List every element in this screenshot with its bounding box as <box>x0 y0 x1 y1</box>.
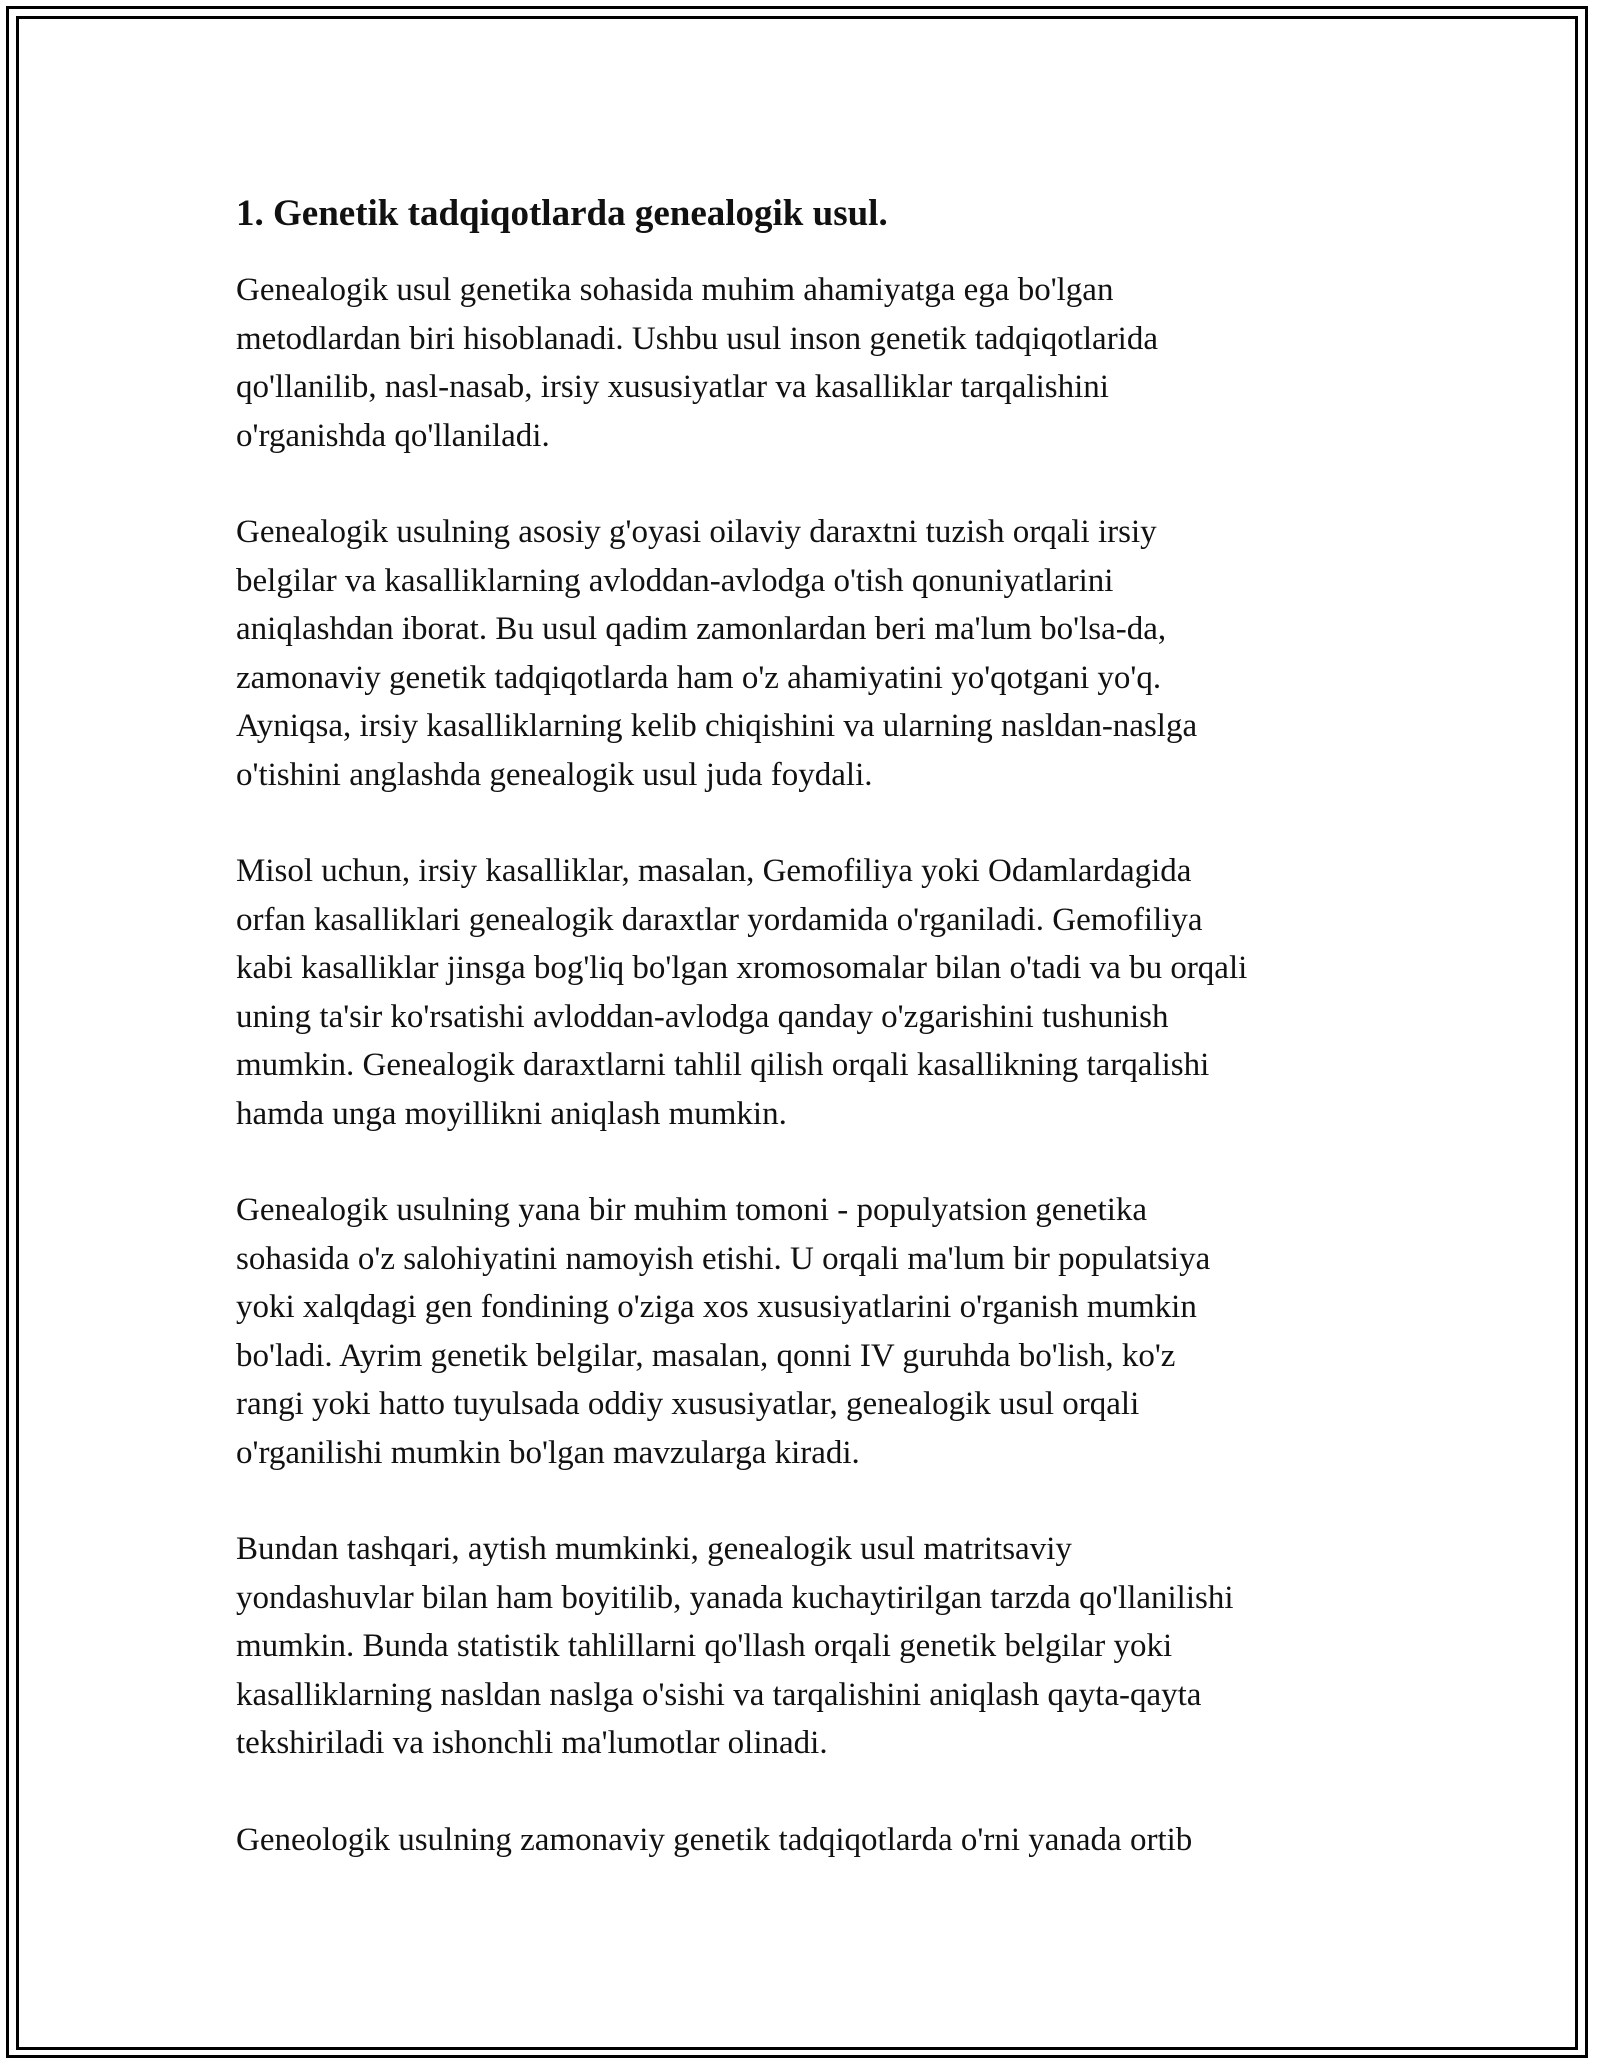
paragraph-1: Genealogik usul genetika sohasida muhim ahamiyatga ega bo'lgan metodlardan biri hisoblanadi. Ushbu usul inson genetik tadqiqotlarida qo'llanilib, nasl-nasab, irsiy xususiyatlar va kasalliklar tarqalishini o'rganishda qo'llaniladi. <box>236 272 1159 454</box>
paragraph-2: Genealogik usulning asosiy g'oyasi oilaviy daraxtni tuzish orqali irsiy belgilar va kasalliklarning avloddan-avlodga o'tish qonuniyatlarini aniqlashdan iborat. Bu usul qadim zamonlardan beri ma'lum bo'lsa-da, zamonaviy genetik tadqiqotlarda ham o'z ahamiyatini yo'qotgani yo'q. Ayniqsa, irsiy kasalliklarning kelib chiqishini va ularning nasldan-naslga o'tishini anglashda genealogik usul juda foydali. <box>236 514 1198 793</box>
document-body <box>236 186 1386 1912</box>
paragraph-3: Misol uchun, irsiy kasalliklar, masalan, Gemofiliya yoki Odamlardagida orfan kasalliklari genealogik daraxtlar yordamida o'rganiladi. Gemofiliya kabi kasalliklar jinsga bog'liq bo'lgan xromosomalar bilan o'tadi va bu orqali uning ta'sir ko'rsatishi avloddan-avlodga qanday o'zgarishini tushunish mumkin. Genealogik daraxtlarni tahlil qilish orqali kasallikning tarqalishi hamda unga moyillikni aniqlash mumkin. <box>236 853 1248 1132</box>
section-heading: 1. Genetik tadqiqotlarda genealogik usul. <box>236 193 888 234</box>
paragraph-5: Bundan tashqari, aytish mumkinki, genealogik usul matritsaviy yondashuvlar bilan ham boyitilib, yanada kuchaytirilgan tarzda qo'llanilishi mumkin. Bunda statistik tahlillarni qo'llash orqali genetik belgilar yoki kasalliklarning nasldan naslga o'sishi va tarqalishini aniqlash qayta-qayta tekshiriladi va ishonchli ma'lumotlar olinadi. <box>236 1531 1234 1761</box>
paragraph-4: Genealogik usulning yana bir muhim tomoni - populyatsion genetika sohasida o'z salohiyatini namoyish etishi. U orqali ma'lum bir populatsiya yoki xalqdagi gen fondining o'ziga xos xususiyatlarini o'rganish mumkin bo'ladi. Ayrim genetik belgilar, masalan, qonni IV guruhda bo'lish, ko'z rangi yoki hatto tuyulsada oddiy xususiyatlar, genealogik usul orqali o'rganilishi mumkin bo'lgan mavzularga kiradi. <box>236 1192 1211 1471</box>
paragraph-6: Geneologik usulning zamonaviy genetik tadqiqotlarda o'rni yanada ortib <box>236 1821 1193 1858</box>
